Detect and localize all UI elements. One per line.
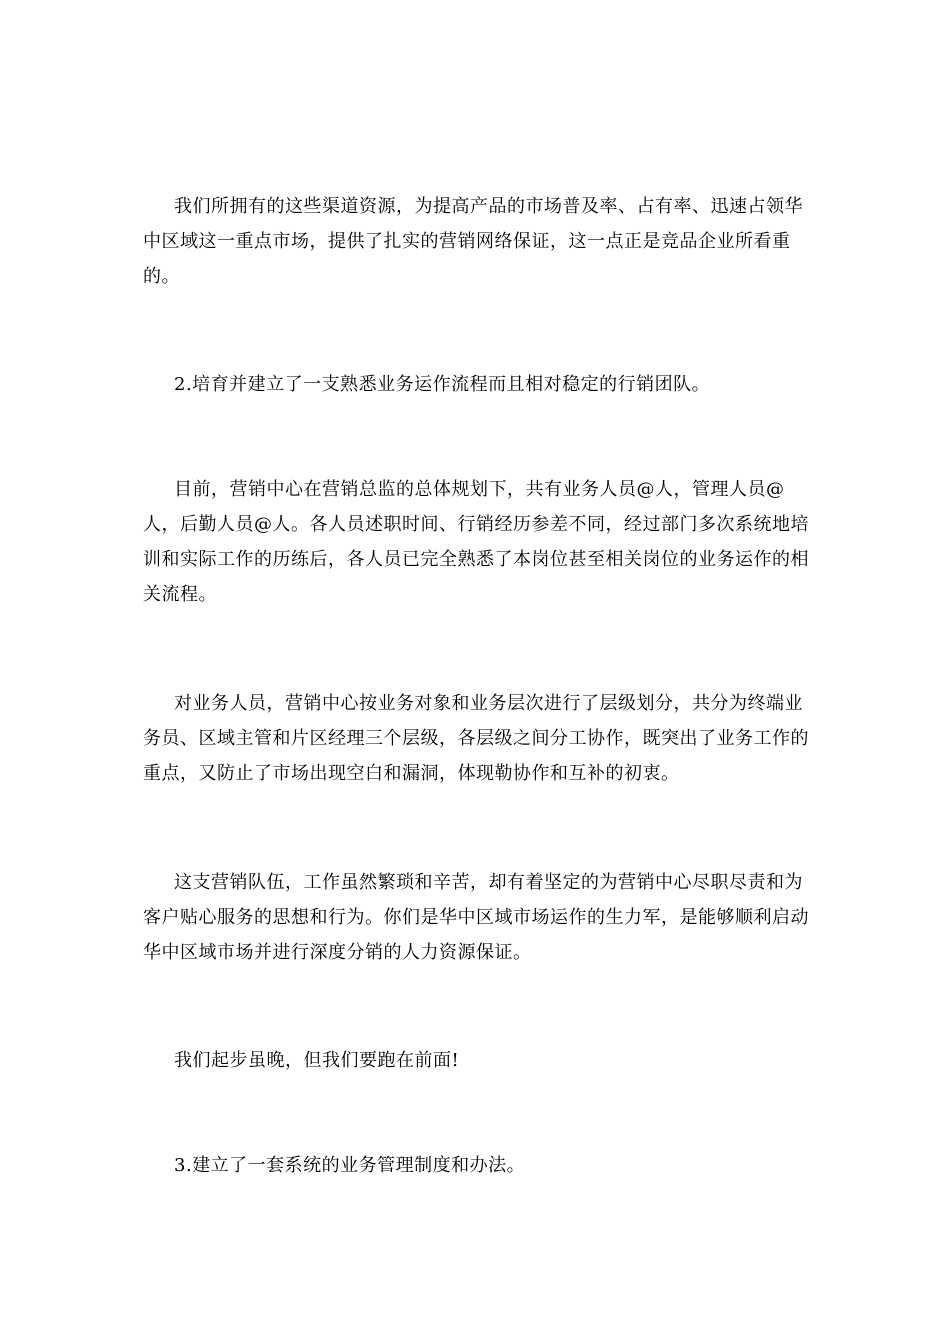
- heading-item-2: 2.培育并建立了一支熟悉业务运作流程而且相对稳定的行销团队。: [174, 374, 711, 395]
- paragraph-staff-overview: 目前，营销中心在营销总监的总体规划下，共有业务人员@人，管理人员@人，后勤人员@人。各人员述职时间、行销经历参差不同，经过部门多次系统地培训和实际工作的历练后，各人员已完全熟悉了本岗位甚至相关岗位的业务运作的相关流程。: [143, 479, 809, 605]
- heading-item-3: 3.建立了一套系统的业务管理制度和办法。: [174, 1155, 526, 1176]
- paragraph-staff-levels: 对业务人员，营销中心按业务对象和业务层次进行了层级划分，共分为终端业务员、区域主管和片区经理三个层级，各层级之间分工协作，既突出了业务工作的重点，又防止了市场出现空白和漏洞，体现勒协作和互补的初衷。: [143, 693, 809, 784]
- paragraph-team-spirit: 这支营销队伍，工作虽然繁琐和辛苦，却有着坚定的为营销中心尽职尽责和为客户贴心服务的思想和行为。你们是华中区域市场运作的生力军，是能够顺利启动华中区域市场并进行深度分销的人力资源保证。: [143, 872, 809, 963]
- paragraph-channel-resources: 我们所拥有的这些渠道资源，为提高产品的市场普及率、占有率、迅速占领华中区域这一重点市场，提供了扎实的营销网络保证，这一点正是竞品企业所看重的。: [143, 196, 803, 287]
- paragraph-slogan: 我们起步虽晚，但我们要跑在前面!: [174, 1050, 460, 1071]
